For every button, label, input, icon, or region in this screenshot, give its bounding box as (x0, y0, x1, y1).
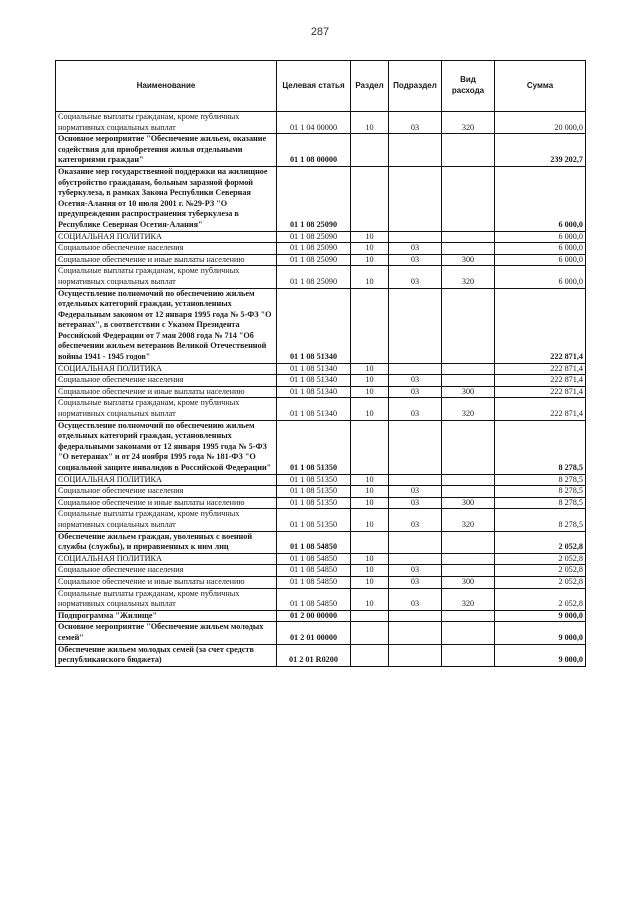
row-sum-cell: 9 000,0 (495, 644, 586, 666)
row-sum-cell: 20 000,0 (495, 112, 586, 134)
row-name-cell: Оказание мер государственной поддержки на жилищное обустройство гражданам, больным заразной формой туберкулеза, в рамках Закона Республики Северная Осетия-Алания от 10 июля 2001 г. №29-РЗ "О предупреждении распространения туберкулеза в Республике Северная Осетия-Алания" (56, 166, 277, 231)
table-row (56, 243, 586, 255)
row-section-cell (351, 644, 389, 666)
row-type-cell (442, 565, 495, 577)
row-name-cell: СОЦИАЛЬНАЯ ПОЛИТИКА (56, 231, 277, 243)
table-header-row (56, 61, 586, 112)
table-row (56, 531, 586, 553)
row-sum-cell: 2 052,8 (495, 565, 586, 577)
row-sum-cell: 6 000,0 (495, 231, 586, 243)
row-name-cell: Основное мероприятие "Обеспечение жильем молодых семей" (56, 622, 277, 644)
table-row (56, 134, 586, 167)
row-subsection-cell (389, 553, 442, 565)
row-type-cell (442, 375, 495, 387)
row-sum-cell: 6 000,0 (495, 266, 586, 288)
row-section-cell: 10 (351, 398, 389, 420)
table-row (56, 386, 586, 398)
row-code-cell: 01 2 01 R0200 (277, 644, 351, 666)
table-row (56, 588, 586, 610)
row-type-cell (442, 243, 495, 255)
table-row (56, 288, 586, 363)
row-section-cell (351, 134, 389, 167)
row-name-cell: Социальное обеспечение населения (56, 565, 277, 577)
row-sum-cell: 8 278,5 (495, 486, 586, 498)
row-sum-cell: 8 278,5 (495, 497, 586, 509)
row-section-cell: 10 (351, 231, 389, 243)
row-sum-cell: 2 052,8 (495, 588, 586, 610)
row-subsection-cell (389, 363, 442, 375)
row-code-cell: 01 2 01 00000 (277, 622, 351, 644)
row-sum-cell: 6 000,0 (495, 166, 586, 231)
row-subsection-cell: 03 (389, 497, 442, 509)
row-subsection-cell: 03 (389, 576, 442, 588)
table-row (56, 420, 586, 474)
table-row (56, 497, 586, 509)
table-row (56, 610, 586, 622)
row-subsection-cell (389, 288, 442, 363)
row-code-cell: 01 1 08 51340 (277, 363, 351, 375)
row-type-cell (442, 622, 495, 644)
row-section-cell: 10 (351, 375, 389, 387)
row-subsection-cell: 03 (389, 588, 442, 610)
row-code-cell: 01 1 08 51340 (277, 386, 351, 398)
row-subsection-cell (389, 420, 442, 474)
table-row (56, 565, 586, 577)
row-sum-cell: 222 871,4 (495, 386, 586, 398)
row-name-cell: Обеспечение жильем молодых семей (за счет средств республиканского бюджета) (56, 644, 277, 666)
row-code-cell: 01 1 08 00000 (277, 134, 351, 167)
row-code-cell: 01 1 08 54850 (277, 588, 351, 610)
row-sum-cell: 9 000,0 (495, 610, 586, 622)
row-name-cell: Социальное обеспечение и иные выплаты населению (56, 254, 277, 266)
row-subsection-cell (389, 531, 442, 553)
row-type-cell (442, 134, 495, 167)
row-name-cell: Социальное обеспечение и иные выплаты населению (56, 497, 277, 509)
row-name-cell: Социальные выплаты гражданам, кроме публичных нормативных социальных выплат (56, 398, 277, 420)
row-name-cell: Социальные выплаты гражданам, кроме публичных нормативных социальных выплат (56, 112, 277, 134)
row-type-cell: 300 (442, 386, 495, 398)
row-section-cell (351, 610, 389, 622)
header-code: Целевая статья (277, 61, 351, 112)
row-sum-cell: 8 278,5 (495, 420, 586, 474)
row-section-cell: 10 (351, 243, 389, 255)
row-type-cell (442, 610, 495, 622)
row-type-cell (442, 363, 495, 375)
row-subsection-cell: 03 (389, 375, 442, 387)
row-section-cell (351, 288, 389, 363)
row-code-cell: 01 1 04 00000 (277, 112, 351, 134)
row-section-cell (351, 531, 389, 553)
row-code-cell: 01 1 08 54850 (277, 531, 351, 553)
row-section-cell: 10 (351, 553, 389, 565)
row-section-cell (351, 166, 389, 231)
table-row (56, 486, 586, 498)
row-section-cell: 10 (351, 565, 389, 577)
row-sum-cell: 222 871,4 (495, 375, 586, 387)
row-type-cell (442, 420, 495, 474)
row-type-cell (442, 553, 495, 565)
row-subsection-cell: 03 (389, 565, 442, 577)
row-sum-cell: 2 052,8 (495, 531, 586, 553)
row-sum-cell: 222 871,4 (495, 288, 586, 363)
header-sum: Сумма (495, 61, 586, 112)
table-row (56, 254, 586, 266)
row-subsection-cell: 03 (389, 112, 442, 134)
header-section: Раздел (351, 61, 389, 112)
row-name-cell: Социальные выплаты гражданам, кроме публичных нормативных социальных выплат (56, 588, 277, 610)
row-type-cell: 320 (442, 588, 495, 610)
row-name-cell: Социальные выплаты гражданам, кроме публичных нормативных социальных выплат (56, 509, 277, 531)
table-row (56, 553, 586, 565)
row-code-cell: 01 1 08 25090 (277, 243, 351, 255)
page-number: 287 (310, 26, 330, 38)
row-name-cell: Социальные выплаты гражданам, кроме публичных нормативных социальных выплат (56, 266, 277, 288)
row-code-cell: 01 2 00 00000 (277, 610, 351, 622)
row-name-cell: СОЦИАЛЬНАЯ ПОЛИТИКА (56, 474, 277, 486)
table-body (56, 112, 586, 667)
row-code-cell: 01 1 08 51350 (277, 474, 351, 486)
row-name-cell: Обеспечение жильем граждан, уволенных с военной службы (службы), и приравненных к ним лиц (56, 531, 277, 553)
row-subsection-cell (389, 231, 442, 243)
row-type-cell: 320 (442, 112, 495, 134)
row-subsection-cell (389, 622, 442, 644)
table-row (56, 509, 586, 531)
header-expense-type: Вид расхода (442, 61, 495, 112)
row-code-cell: 01 1 08 51350 (277, 420, 351, 474)
row-code-cell: 01 1 08 51340 (277, 398, 351, 420)
row-sum-cell: 8 278,5 (495, 509, 586, 531)
row-section-cell: 10 (351, 474, 389, 486)
row-subsection-cell: 03 (389, 254, 442, 266)
row-subsection-cell (389, 134, 442, 167)
row-type-cell (442, 486, 495, 498)
budget-table (55, 60, 586, 667)
row-section-cell: 10 (351, 254, 389, 266)
row-sum-cell: 8 278,5 (495, 474, 586, 486)
row-subsection-cell: 03 (389, 398, 442, 420)
row-code-cell: 01 1 08 25090 (277, 166, 351, 231)
row-sum-cell: 2 052,8 (495, 553, 586, 565)
row-section-cell (351, 420, 389, 474)
table-row (56, 576, 586, 588)
row-code-cell: 01 1 08 54850 (277, 553, 351, 565)
table-row (56, 474, 586, 486)
row-name-cell: Социальное обеспечение населения (56, 375, 277, 387)
row-type-cell (442, 288, 495, 363)
row-subsection-cell: 03 (389, 386, 442, 398)
row-sum-cell: 9 000,0 (495, 622, 586, 644)
table-row (56, 266, 586, 288)
row-section-cell: 10 (351, 266, 389, 288)
row-sum-cell: 6 000,0 (495, 243, 586, 255)
table-row (56, 622, 586, 644)
row-name-cell: СОЦИАЛЬНАЯ ПОЛИТИКА (56, 363, 277, 375)
row-type-cell: 300 (442, 497, 495, 509)
header-subsection: Подраздел (389, 61, 442, 112)
row-subsection-cell: 03 (389, 266, 442, 288)
row-sum-cell: 222 871,4 (495, 363, 586, 375)
row-type-cell (442, 231, 495, 243)
row-type-cell: 300 (442, 576, 495, 588)
row-type-cell (442, 644, 495, 666)
row-type-cell (442, 166, 495, 231)
row-section-cell: 10 (351, 576, 389, 588)
row-subsection-cell (389, 474, 442, 486)
row-subsection-cell: 03 (389, 509, 442, 531)
row-code-cell: 01 1 08 51350 (277, 509, 351, 531)
row-sum-cell: 239 202,7 (495, 134, 586, 167)
row-code-cell: 01 1 08 25090 (277, 254, 351, 266)
row-name-cell: Социальное обеспечение населения (56, 243, 277, 255)
row-name-cell: СОЦИАЛЬНАЯ ПОЛИТИКА (56, 553, 277, 565)
row-subsection-cell (389, 644, 442, 666)
row-subsection-cell (389, 166, 442, 231)
header-name: Наименование (56, 61, 277, 112)
row-type-cell (442, 474, 495, 486)
row-section-cell: 10 (351, 386, 389, 398)
table-row (56, 231, 586, 243)
row-section-cell: 10 (351, 363, 389, 375)
row-type-cell (442, 531, 495, 553)
row-subsection-cell: 03 (389, 243, 442, 255)
row-code-cell: 01 1 08 51340 (277, 375, 351, 387)
row-section-cell (351, 622, 389, 644)
row-name-cell: Социальное обеспечение населения (56, 486, 277, 498)
row-section-cell: 10 (351, 509, 389, 531)
table-row (56, 398, 586, 420)
row-code-cell: 01 1 08 51340 (277, 288, 351, 363)
row-section-cell: 10 (351, 588, 389, 610)
row-sum-cell: 2 052,8 (495, 576, 586, 588)
table-row (56, 112, 586, 134)
row-type-cell: 320 (442, 398, 495, 420)
row-sum-cell: 6 000,0 (495, 254, 586, 266)
table-row (56, 375, 586, 387)
row-section-cell: 10 (351, 497, 389, 509)
row-code-cell: 01 1 08 54850 (277, 576, 351, 588)
row-sum-cell: 222 871,4 (495, 398, 586, 420)
row-code-cell: 01 1 08 54850 (277, 565, 351, 577)
table-row (56, 644, 586, 666)
row-section-cell: 10 (351, 112, 389, 134)
row-section-cell: 10 (351, 486, 389, 498)
row-name-cell: Социальное обеспечение и иные выплаты населению (56, 386, 277, 398)
row-code-cell: 01 1 08 51350 (277, 486, 351, 498)
row-code-cell: 01 1 08 25090 (277, 231, 351, 243)
table-row (56, 166, 586, 231)
row-name-cell: Подпрограмма "Жилище" (56, 610, 277, 622)
row-subsection-cell: 03 (389, 486, 442, 498)
row-type-cell: 320 (442, 509, 495, 531)
row-code-cell: 01 1 08 25090 (277, 266, 351, 288)
row-code-cell: 01 1 08 51350 (277, 497, 351, 509)
row-type-cell: 320 (442, 266, 495, 288)
table-row (56, 363, 586, 375)
row-subsection-cell (389, 610, 442, 622)
row-name-cell: Осуществление полномочий по обеспечению жильем отдельных категорий граждан, установленных Федеральным законом от 12 января 1995 года № 5-ФЗ "О ветеранах", в соответствии с Указом Президента Российской Федерации от 7 мая 2008 года № 714 "Об обеспечении жильем ветеранов Великой Отечественной войны 1941 - 1945 годов" (56, 288, 277, 363)
row-name-cell: Основное мероприятие "Обеспечение жильем, оказание содействия для приобретения жилья отдельными категориями граждан" (56, 134, 277, 167)
row-name-cell: Осуществление полномочий по обеспечению жильем отдельных категорий граждан, установленных федеральными законами от 12 января 1995 года № 5-ФЗ "О ветеранах" и от 24 ноября 1995 года № 181-ФЗ "О социальной защите инвалидов в Российской Федерации" (56, 420, 277, 474)
row-name-cell: Социальное обеспечение и иные выплаты населению (56, 576, 277, 588)
row-type-cell: 300 (442, 254, 495, 266)
